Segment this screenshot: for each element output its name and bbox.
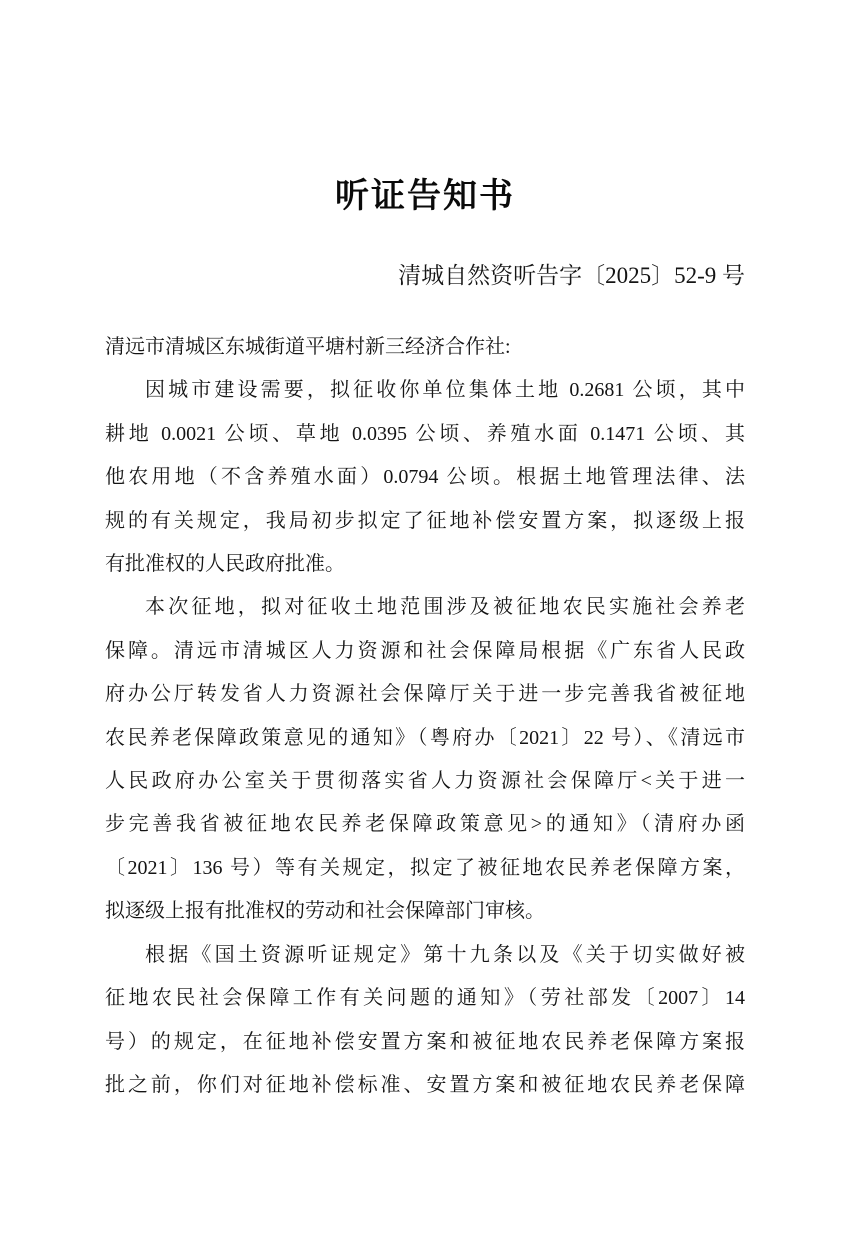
document-title: 听证告知书 [335,177,515,215]
document-line: 农民养老保障政策意见的通知》（粤府办〔2021〕22 号）、《清远市 [105,726,745,749]
document-line: 他农用地（不含养殖水面）0.0794 公顷。根据土地管理法律、法 [105,466,745,489]
document-line: 府办公厅转发省人力资源社会保障厅关于进一步完善我省被征地 [105,683,745,706]
salutation-line: 清远市清城区东城街道平塘村新三经济合作社: [105,336,511,358]
document-line: 号）的规定，在征地补偿安置方案和被征地农民养老保障方案报 [105,1030,745,1053]
document-line: 步完善我省被征地农民养老保障政策意见>的通知》（清府办函 [105,813,745,836]
document-line: 保障。清远市清城区人力资源和社会保障局根据《广东省人民政 [105,639,745,662]
document-line: 〔2021〕136 号）等有关规定，拟定了被征地农民养老保障方案， [105,856,745,879]
document-line: 有批准权的人民政府批准。 [105,553,345,576]
document-line: 征地农民社会保障工作有关问题的通知》（劳社部发〔2007〕14 [105,987,745,1010]
document-line: 规的有关规定，我局初步拟定了征地补偿安置方案，拟逐级上报 [105,509,745,532]
document-line: 耕地 0.0021 公顷、草地 0.0395 公顷、养殖水面 0.1471 公顷、其 [105,422,745,445]
document-line: 因城市建设需要，拟征收你单位集体土地 0.2681 公顷，其中 [145,379,745,402]
document-line: 人民政府办公室关于贯彻落实省人力资源社会保障厅<关于进一 [105,770,745,793]
document-line: 拟逐级上报有批准权的劳动和社会保障部门审核。 [105,900,545,923]
document-line: 根据《国土资源听证规定》第十九条以及《关于切实做好被 [145,943,745,966]
document-line: 本次征地，拟对征收土地范围涉及被征地农民实施社会养老 [145,596,745,619]
document-number: 清城自然资听告字〔2025〕52-9 号 [398,263,745,288]
document-body [105,326,745,1107]
document-line: 批之前，你们对征地补偿标准、安置方案和被征地农民养老保障 [105,1073,745,1096]
